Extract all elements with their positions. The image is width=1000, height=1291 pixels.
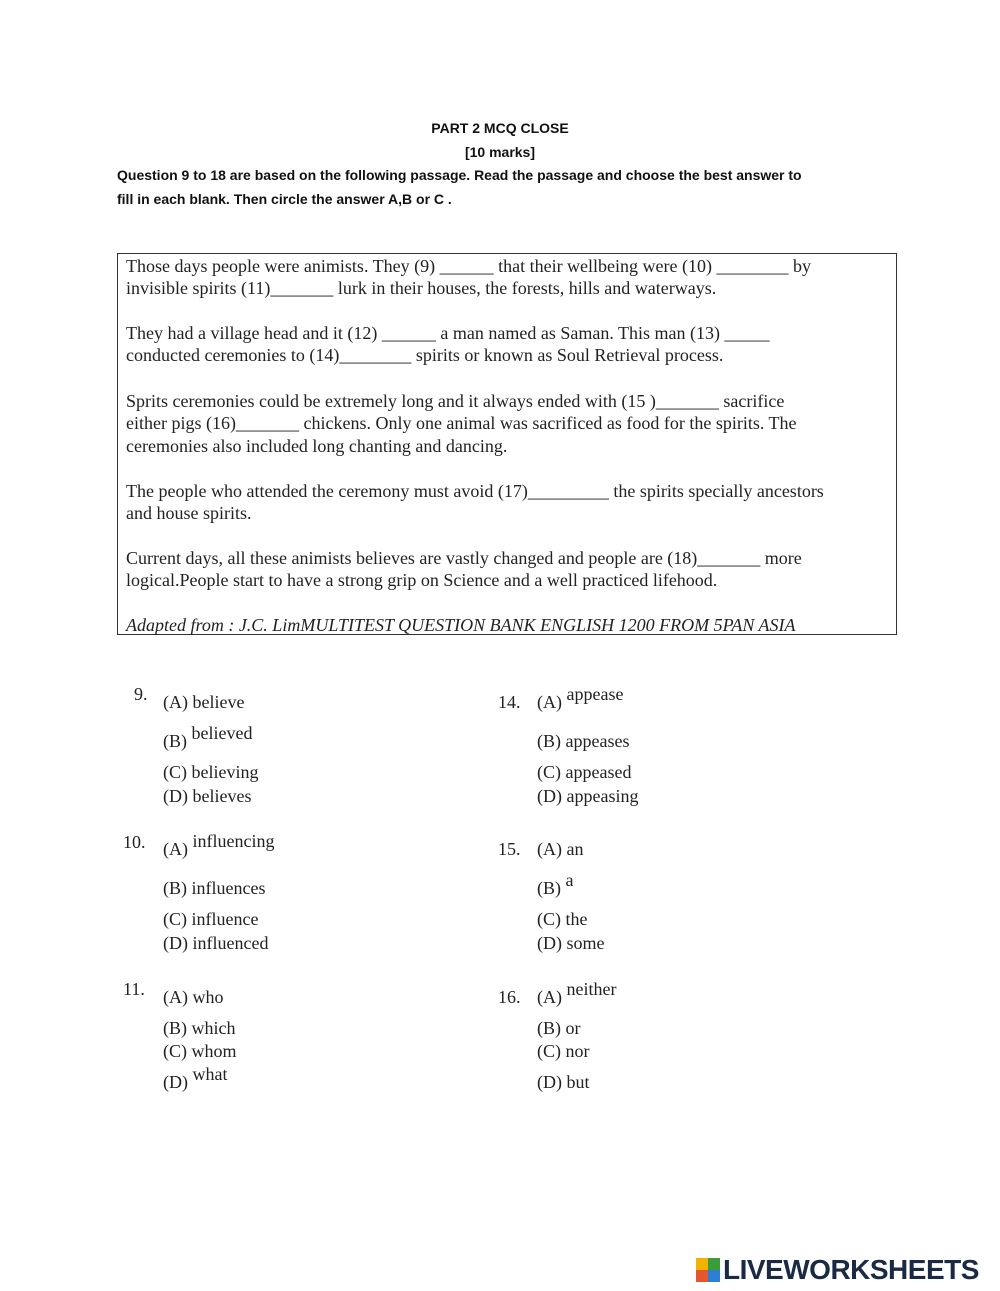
option-text: or (565, 1018, 581, 1038)
option-letter: (B) (537, 1018, 561, 1038)
question-number: 9. (134, 684, 148, 704)
option-letter: (A) (537, 839, 562, 859)
option-b[interactable] (163, 1018, 236, 1039)
instruction-line-2: fill in each blank. Then circle the answer A,B or C . (117, 191, 452, 207)
option-text: appeased (565, 762, 632, 782)
option-text: believed (191, 723, 253, 743)
logo-square (696, 1270, 708, 1282)
liveworksheets-logo[interactable] (696, 1255, 979, 1285)
option-text: who (192, 987, 224, 1007)
option-letter: (D) (163, 933, 188, 953)
option-text: a (565, 870, 574, 890)
passage-line: Sprits ceremonies could be extremely long and it always ended with (15 )_______ sacrifice (126, 391, 785, 411)
option-a[interactable] (163, 987, 224, 1008)
option-d[interactable] (537, 786, 638, 807)
option-text: influence (191, 909, 259, 929)
option-letter: (B) (163, 1018, 187, 1038)
option-text: nor (565, 1041, 590, 1061)
option-letter: (D) (163, 786, 188, 806)
option-a[interactable] (163, 831, 275, 860)
logo-square (708, 1270, 720, 1282)
option-text: believes (192, 786, 252, 806)
logo-square (708, 1258, 720, 1270)
passage-line: invisible spirits (11)_______ lurk in their houses, the forests, hills and waterways. (126, 278, 717, 298)
option-text: some (566, 933, 605, 953)
option-text: appeases (565, 731, 630, 751)
option-a[interactable] (537, 979, 617, 1008)
option-letter: (C) (163, 909, 187, 929)
option-text: influencing (192, 831, 275, 851)
option-letter: (C) (537, 762, 561, 782)
page-title: PART 2 MCQ CLOSE (431, 120, 569, 136)
option-letter: (D) (537, 933, 562, 953)
logo-text: LIVEWORKSHEETS (723, 1254, 979, 1285)
marks-label: [10 marks] (464, 144, 536, 160)
option-text: what (192, 1064, 228, 1084)
option-c[interactable] (537, 762, 631, 783)
option-d[interactable] (537, 933, 605, 954)
option-text: believing (191, 762, 259, 782)
passage-line: They had a village head and it (12) ______ a man named as Saman. This man (13) _____ (126, 323, 770, 343)
passage-source: Adapted from : J.C. LimMULTITEST QUESTION BANK ENGLISH 1200 FROM 5PAN ASIA (126, 615, 796, 635)
option-text: appease (566, 684, 624, 704)
passage-line: logical.People start to have a strong grip on Science and a well practiced lifehood. (126, 570, 718, 590)
option-letter: (B) (537, 731, 561, 751)
instruction-line-1: Question 9 to 18 are based on the following passage. Read the passage and choose the best answer to (117, 167, 802, 183)
option-letter: (A) (163, 839, 188, 859)
option-c[interactable] (163, 762, 258, 783)
option-letter: (A) (537, 692, 562, 712)
option-b[interactable] (537, 1018, 581, 1039)
option-d[interactable] (537, 1072, 590, 1093)
option-text: which (191, 1018, 236, 1038)
option-text: neither (566, 979, 617, 999)
option-c[interactable] (163, 909, 258, 930)
passage-line: either pigs (16)_______ chickens. Only one animal was sacrificed as food for the spirits. The (126, 413, 797, 433)
logo-square (696, 1258, 708, 1270)
logo-mark-icon (696, 1258, 720, 1282)
option-letter: (C) (163, 1041, 187, 1061)
option-d[interactable] (163, 786, 251, 807)
option-a[interactable] (537, 839, 584, 860)
option-text: appeasing (566, 786, 639, 806)
option-letter: (B) (537, 878, 561, 898)
passage-line: ceremonies also included long chanting and dancing. (126, 436, 508, 456)
passage-line: and house spirits. (126, 503, 252, 523)
option-letter: (A) (537, 987, 562, 1007)
option-letter: (C) (537, 1041, 561, 1061)
option-b[interactable] (537, 731, 629, 752)
option-c[interactable] (537, 1041, 590, 1062)
option-text: influences (191, 878, 266, 898)
option-text: believe (192, 692, 245, 712)
option-d[interactable] (163, 1064, 228, 1093)
option-a[interactable] (163, 692, 244, 713)
passage-line: Current days, all these animists believes are vastly changed and people are (18)_______ more (126, 548, 802, 568)
option-letter: (D) (537, 1072, 562, 1092)
question-number: 14. (498, 692, 521, 712)
option-text: the (565, 909, 588, 929)
option-letter: (C) (163, 762, 187, 782)
passage-line: conducted ceremonies to (14)________ spirits or known as Soul Retrieval process. (126, 345, 724, 365)
option-text: an (566, 839, 584, 859)
option-d[interactable] (163, 933, 268, 954)
option-c[interactable] (537, 909, 588, 930)
option-letter: (B) (163, 878, 187, 898)
option-text: whom (191, 1041, 237, 1061)
passage-line: Those days people were animists. They (9) ______ that their wellbeing were (10) ________ by (126, 256, 812, 276)
question-number: 15. (498, 839, 521, 859)
option-letter: (A) (163, 692, 188, 712)
option-b[interactable] (163, 878, 265, 899)
option-letter: (D) (163, 1072, 188, 1092)
option-text: influenced (192, 933, 269, 953)
passage-line: The people who attended the ceremony must avoid (17)_________ the spirits specially ancestors (126, 481, 824, 501)
option-letter: (A) (163, 987, 188, 1007)
option-c[interactable] (163, 1041, 237, 1062)
passage-box (117, 253, 897, 635)
option-letter: (C) (537, 909, 561, 929)
question-number: 16. (498, 987, 521, 1007)
question-number: 11. (123, 979, 145, 999)
option-b[interactable] (537, 870, 574, 899)
option-b[interactable] (163, 723, 253, 752)
option-letter: (B) (163, 731, 187, 751)
option-a[interactable] (537, 684, 624, 713)
question-number: 10. (123, 832, 146, 852)
option-text: but (566, 1072, 590, 1092)
option-letter: (D) (537, 786, 562, 806)
